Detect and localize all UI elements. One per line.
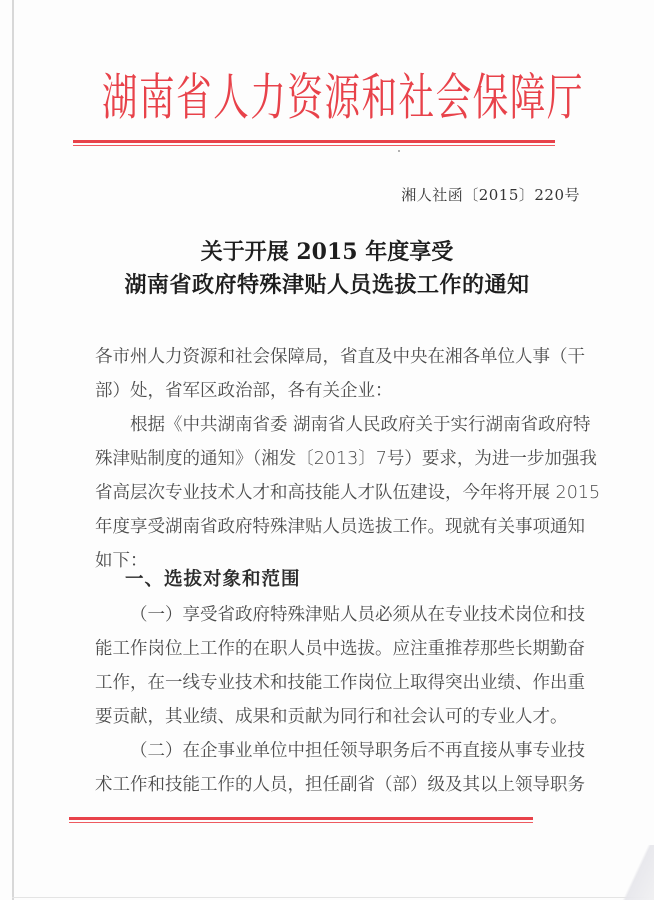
- footer-red-rule-thick: [69, 817, 533, 820]
- page-corner-curl: [622, 845, 654, 900]
- section-1-line: 能工作岗位上工作的在职人员中选拔。应注重推荐那些长期勤奋: [95, 639, 585, 659]
- letterhead-agency-name: 湖南省人力资源和社会保障厅: [101, 69, 584, 128]
- footer-red-rule-thin: [69, 822, 533, 823]
- document-number: 湘人社函〔2015〕220号: [401, 186, 580, 204]
- section-1-line: 术工作和技能工作的人员，担任副省（部）级及其以上领导职务: [95, 775, 585, 795]
- body-paragraph-line: 如下：: [95, 551, 148, 571]
- section-1-line: （一）享受省政府特殊津贴人员必须从在专业技术岗位和技: [130, 605, 585, 625]
- document-title-line-2: 湖南省政府特殊津贴人员选拔工作的通知: [124, 272, 530, 298]
- section-heading-1: 一、选拔对象和范围: [125, 569, 301, 590]
- scan-left-edge: [12, 0, 14, 900]
- addressee-line-2: 部）处，省军区政治部，各有关企业：: [95, 381, 393, 401]
- body-paragraph-line: 根据《中共湖南省委 湖南省人民政府关于实行湖南省政府特: [130, 415, 591, 435]
- body-paragraph-line: 殊津贴制度的通知》（湘发〔2013〕7号）要求，为进一步加强我: [95, 449, 597, 469]
- addressee-line-1: 各市州人力资源和社会保障局，省直及中央在湘各单位人事（干: [95, 347, 585, 367]
- letterhead-red-rule-thick: [73, 140, 555, 143]
- scan-speck: [398, 150, 400, 152]
- section-1-line: （二）在企事业单位中担任领导职务后不再直接从事专业技: [130, 741, 585, 761]
- body-paragraph-line: 省高层次专业技术人才和高技能人才队伍建设，今年将开展 2015: [95, 483, 601, 503]
- section-1-line: 要贡献，其业绩、成果和贡献为同行和社会认可的专业人才。: [95, 707, 568, 727]
- body-paragraph-line: 年度享受湖南省政府特殊津贴人员选拔工作。现就有关事项通知: [95, 517, 585, 537]
- document-title-line-1: 关于开展 2015 年度享受: [200, 239, 454, 265]
- letterhead-red-rule-thin: [73, 145, 555, 146]
- scan-bottom-edge: [12, 897, 654, 898]
- section-1-line: 工作，在一线专业技术和技能工作岗位上取得突出业绩、作出重: [95, 673, 585, 693]
